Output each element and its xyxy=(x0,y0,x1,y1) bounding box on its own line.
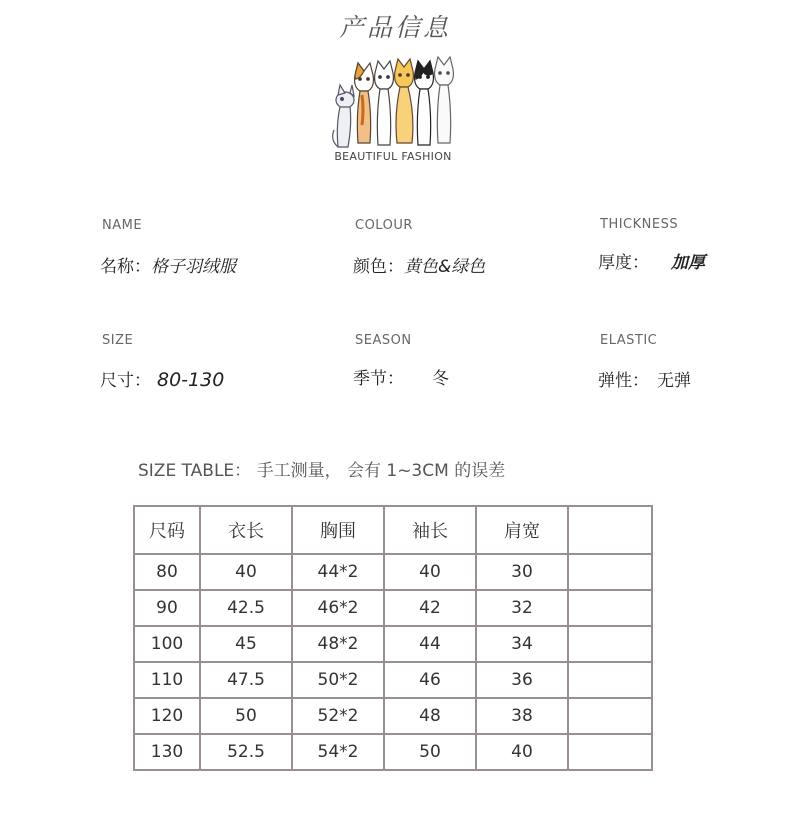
table-cell: 44 xyxy=(384,626,476,662)
elastic-label: ELASTIC xyxy=(600,333,658,348)
table-cell: 42.5 xyxy=(200,590,292,626)
season-key: 季节： xyxy=(353,369,404,389)
table-cell: 90 xyxy=(134,590,200,626)
table-cell: 40 xyxy=(384,554,476,590)
table-cell: 48 xyxy=(384,698,476,734)
table-cell: 50*2 xyxy=(292,662,384,698)
table-cell: 47.5 xyxy=(200,662,292,698)
colour-field xyxy=(353,252,485,277)
table-cell: 110 xyxy=(134,662,200,698)
table-cell xyxy=(568,662,652,698)
season-label: SEASON xyxy=(355,333,412,348)
thickness-label: THICKNESS xyxy=(600,217,679,232)
name-label: NAME xyxy=(102,218,143,233)
table-header-row xyxy=(134,506,652,554)
elastic-key: 弹性： xyxy=(598,371,649,391)
table-cell: 120 xyxy=(134,698,200,734)
season-field xyxy=(353,364,449,389)
table-cell: 42 xyxy=(384,590,476,626)
table-cell: 30 xyxy=(476,554,568,590)
table-header: 胸围 xyxy=(292,506,384,554)
size-table-caption: SIZE TABLE： 手工测量， 会有 1~3CM 的误差 xyxy=(138,461,506,481)
table-cell xyxy=(568,698,652,734)
table-cell: 52*2 xyxy=(292,698,384,734)
logo-caption: BEAUTIFUL FASHION xyxy=(334,150,452,163)
table-row xyxy=(134,662,652,698)
black-white-cat xyxy=(415,61,434,145)
elastic-value: 无弹 xyxy=(657,371,691,391)
size-field xyxy=(100,366,224,391)
table-cell: 36 xyxy=(476,662,568,698)
size-key: 尺寸： xyxy=(100,371,151,391)
light-cat xyxy=(435,57,454,143)
table-cell: 45 xyxy=(200,626,292,662)
white-cat xyxy=(375,61,394,145)
table-cell xyxy=(568,626,652,662)
orange-cat xyxy=(355,63,374,143)
table-header: 衣长 xyxy=(200,506,292,554)
table-cell: 44*2 xyxy=(292,554,384,590)
table-cell: 48*2 xyxy=(292,626,384,662)
table-cell: 38 xyxy=(476,698,568,734)
name-key: 名称： xyxy=(100,257,151,277)
colour-value: 黄色&绿色 xyxy=(404,257,486,277)
table-cell xyxy=(568,590,652,626)
table-row xyxy=(134,734,652,770)
size-label: SIZE xyxy=(102,333,134,348)
table-cell: 130 xyxy=(134,734,200,770)
page-title: 产品信息 xyxy=(338,13,451,42)
thickness-key: 厚度： xyxy=(598,253,649,273)
season-value: 冬 xyxy=(432,369,449,389)
table-cell: 34 xyxy=(476,626,568,662)
table-cell: 46*2 xyxy=(292,590,384,626)
table-row xyxy=(134,698,652,734)
table-row xyxy=(134,554,652,590)
size-value: 80-130 xyxy=(157,369,225,391)
grey-cat xyxy=(333,85,354,147)
colour-key: 颜色： xyxy=(353,257,404,277)
table-cell: 40 xyxy=(200,554,292,590)
table-cell: 80 xyxy=(134,554,200,590)
table-row xyxy=(134,590,652,626)
table-header: 肩宽 xyxy=(476,506,568,554)
name-field xyxy=(100,252,236,277)
table-cell: 40 xyxy=(476,734,568,770)
yellow-cat xyxy=(395,59,414,143)
table-cell xyxy=(568,554,652,590)
table-row xyxy=(134,626,652,662)
table-header xyxy=(568,506,652,554)
size-table xyxy=(133,505,653,771)
table-cell: 52.5 xyxy=(200,734,292,770)
colour-label: COLOUR xyxy=(355,218,413,233)
table-header: 袖长 xyxy=(384,506,476,554)
table-cell: 50 xyxy=(200,698,292,734)
table-header: 尺码 xyxy=(134,506,200,554)
table-cell: 100 xyxy=(134,626,200,662)
thickness-field xyxy=(598,248,705,273)
table-cell: 54*2 xyxy=(292,734,384,770)
table-cell xyxy=(568,734,652,770)
elastic-field xyxy=(598,366,691,391)
table-cell: 32 xyxy=(476,590,568,626)
table-cell: 50 xyxy=(384,734,476,770)
thickness-value: 加厚 xyxy=(671,253,705,273)
table-cell: 46 xyxy=(384,662,476,698)
name-value: 格子羽绒服 xyxy=(151,257,236,277)
